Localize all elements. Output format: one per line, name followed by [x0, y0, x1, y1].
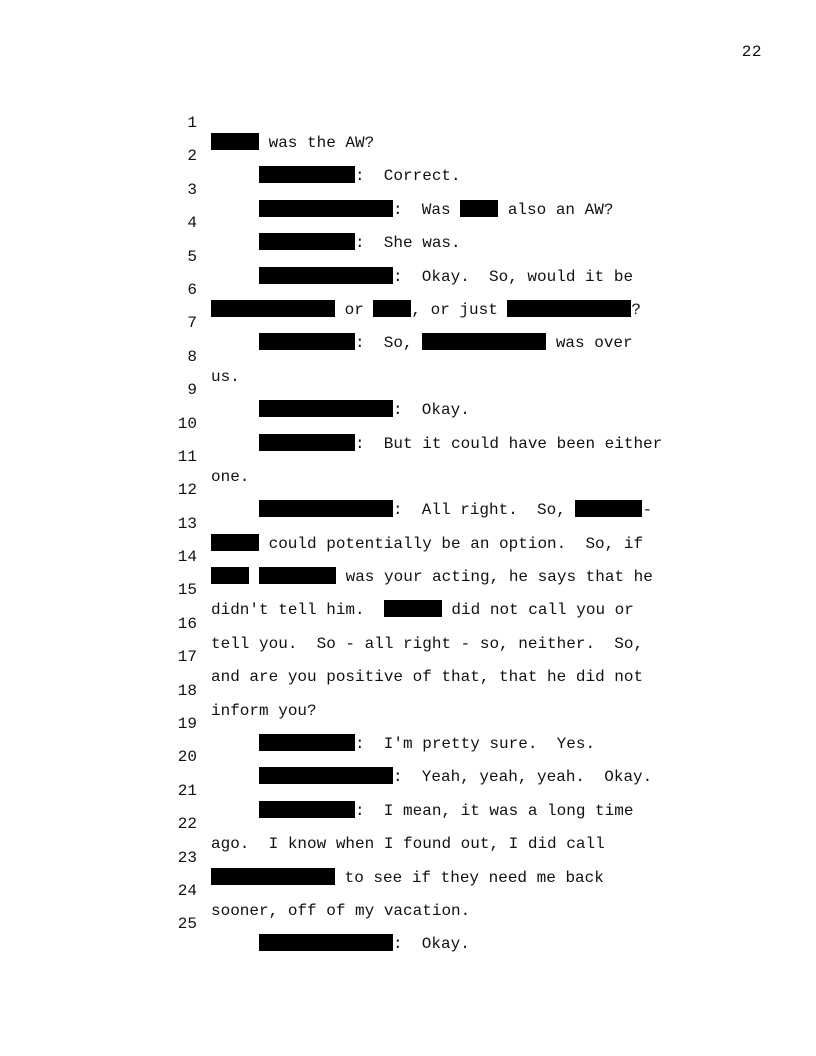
- transcript-line: [174, 460, 734, 520]
- text-segment: , or just: [411, 300, 508, 319]
- text-segment: : Was: [393, 200, 461, 219]
- line-text: inform you?: [211, 701, 317, 720]
- line-number: 13: [177, 514, 197, 533]
- text-segment: or: [335, 300, 374, 319]
- line-number: 18: [177, 681, 197, 700]
- transcript-line: [174, 694, 734, 754]
- line-number: 2: [187, 147, 197, 166]
- line-text: sooner, off of my vacation.: [211, 901, 471, 920]
- text-segment: ?: [631, 300, 642, 319]
- text-segment: -: [642, 501, 653, 520]
- line-number: 5: [187, 247, 197, 266]
- text-segment: could potentially be an option. So, if: [259, 534, 644, 553]
- transcript-line: [174, 93, 734, 152]
- transcript-line: [174, 427, 734, 486]
- transcript-line: [174, 794, 734, 854]
- line-number: 7: [187, 314, 197, 333]
- line-number: 21: [177, 781, 197, 800]
- text-segment: : Correct.: [355, 167, 461, 186]
- line-number: 16: [177, 614, 197, 633]
- line-text: us.: [211, 367, 240, 386]
- transcript-line: [174, 828, 734, 887]
- line-text: [211, 934, 470, 954]
- text-segment: : Okay. So, would it be: [393, 267, 634, 286]
- transcript-line: [174, 727, 734, 787]
- line-number: 10: [177, 414, 197, 433]
- transcript-line: [174, 527, 734, 587]
- text-segment: also an AW?: [498, 200, 614, 219]
- text-segment: : Okay.: [393, 935, 470, 954]
- line-text: tell you. So - all right - so, neither. So,: [211, 634, 644, 653]
- text-segment: to see if they need me back: [335, 868, 604, 887]
- text-segment: : She was.: [355, 234, 461, 253]
- text-segment: : I'm pretty sure. Yes.: [355, 735, 596, 754]
- line-text: one.: [211, 467, 250, 486]
- transcript-line: [174, 761, 734, 820]
- line-number: 1: [187, 114, 197, 132]
- transcript-line: [174, 894, 734, 954]
- line-text: and are you positive of that, that he did not: [211, 668, 644, 687]
- line-text: ago. I know when I found out, I did call: [211, 835, 605, 854]
- transcript-line: [174, 260, 734, 319]
- text-segment: didn't tell him.: [211, 601, 384, 620]
- transcript-line: [174, 227, 734, 286]
- text-segment: was the AW?: [259, 134, 375, 152]
- line-number: 8: [187, 347, 197, 366]
- line-number: 20: [177, 748, 197, 767]
- line-number: 25: [177, 915, 197, 934]
- text-segment: : Okay.: [393, 401, 470, 420]
- transcript-line: [174, 594, 734, 653]
- line-number: 6: [187, 280, 197, 299]
- line-number: 24: [177, 881, 197, 900]
- transcript-line: [174, 126, 734, 186]
- transcript-line: [174, 193, 734, 253]
- line-number: 11: [177, 447, 197, 466]
- transcript-line: [174, 293, 734, 353]
- transcript-line: [174, 661, 734, 720]
- transcript-line: [174, 627, 734, 687]
- text-segment: : I mean, it was a long time: [355, 801, 634, 820]
- text-segment: : But it could have been either: [355, 434, 663, 453]
- transcript-line: [174, 327, 734, 386]
- line-number: 17: [177, 648, 197, 667]
- text-segment: was your acting, he says that he: [336, 568, 653, 587]
- transcript-line: [174, 394, 734, 453]
- transcript-line: [174, 560, 734, 620]
- text-segment: : All right. So,: [393, 501, 576, 520]
- line-number: 12: [177, 481, 197, 500]
- line-number: 23: [177, 848, 197, 867]
- line-number: 19: [177, 715, 197, 734]
- line-number: 22: [177, 815, 197, 834]
- line-number: 9: [187, 381, 197, 400]
- page-number: 22: [741, 43, 762, 61]
- transcript-line: [174, 360, 734, 420]
- transcript-line: [174, 494, 734, 553]
- text-segment: was over: [546, 334, 633, 353]
- transcript-line: [174, 160, 734, 219]
- line-number: 15: [177, 581, 197, 600]
- text-segment: did not call you or: [441, 601, 634, 620]
- text-segment: : So,: [355, 334, 423, 353]
- speaker-redaction: [259, 934, 393, 951]
- line-number: 14: [177, 548, 197, 567]
- text-segment: : Yeah, yeah, yeah. Okay.: [393, 768, 653, 787]
- transcript-body: [174, 93, 734, 954]
- line-number: 4: [187, 214, 197, 233]
- line-number: 3: [187, 180, 197, 199]
- transcript-line: [174, 861, 734, 920]
